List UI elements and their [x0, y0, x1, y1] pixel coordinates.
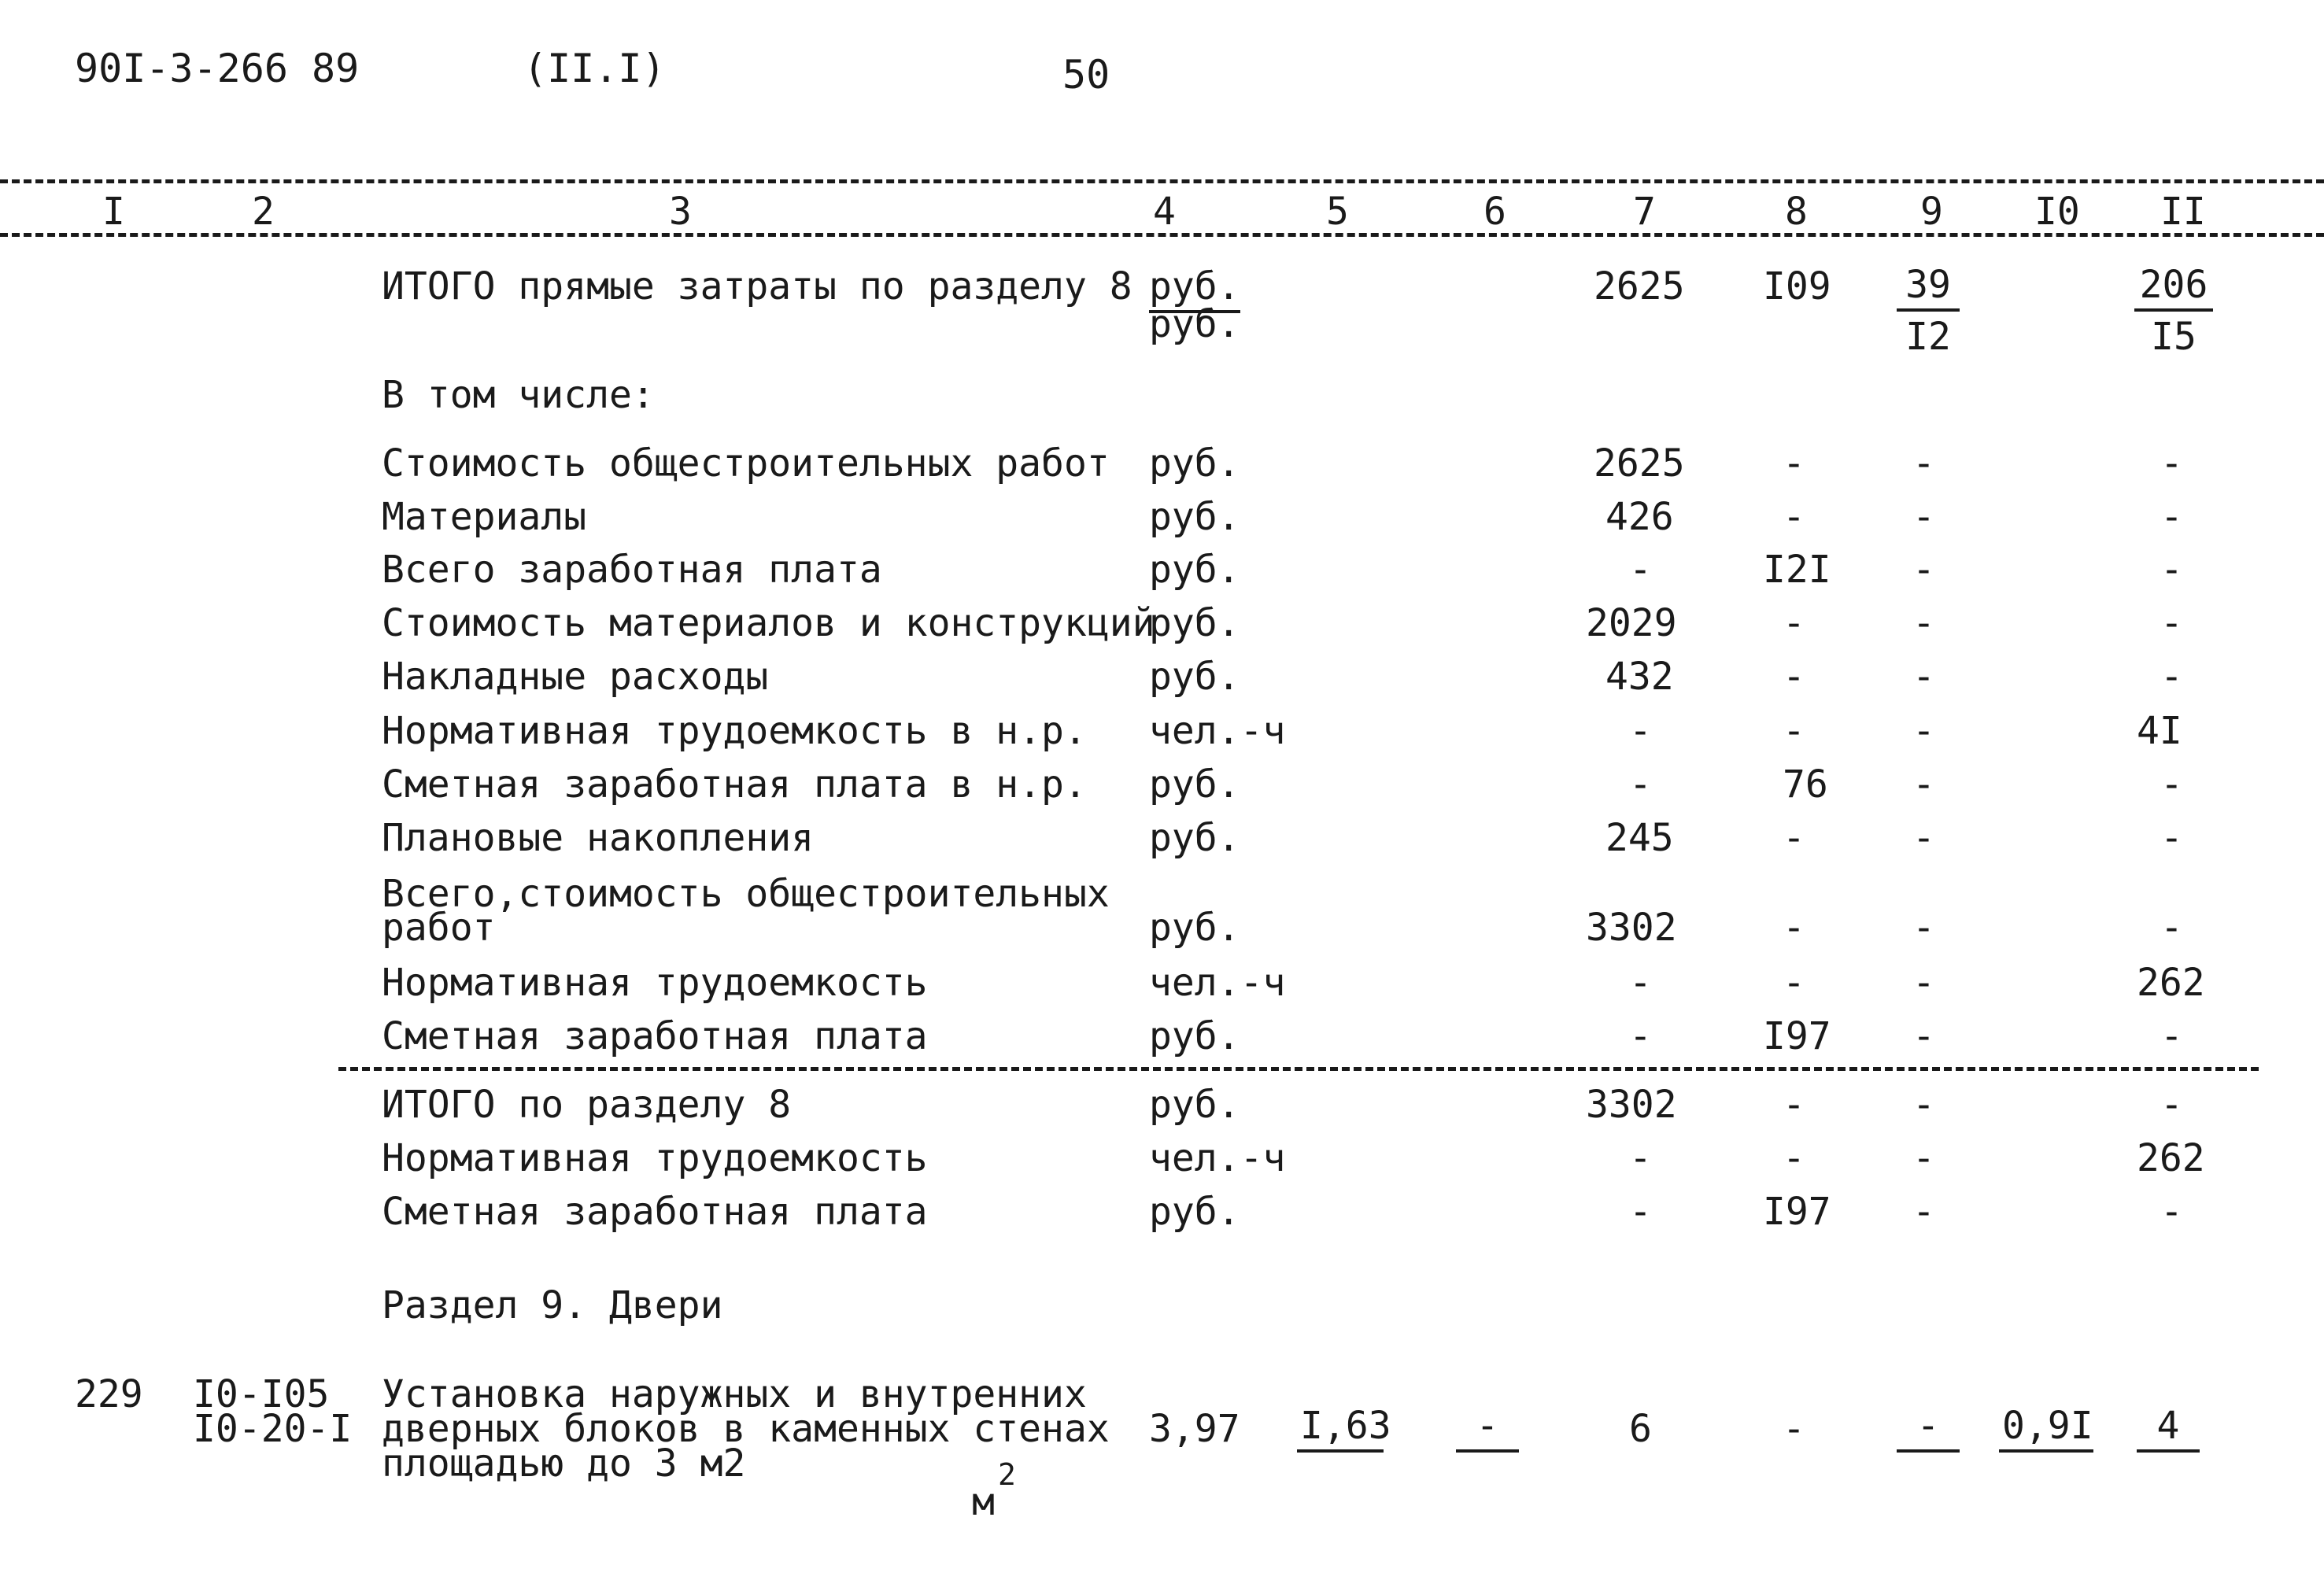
row-name: Накладные расходы [382, 655, 769, 699]
row-col9: - [1912, 1136, 1935, 1180]
row-name: Плановые накопления [382, 816, 815, 860]
row-col9: - [1912, 1190, 1935, 1234]
item-col11-value: 4 [2137, 1407, 2200, 1453]
row-col8: 76 [1783, 762, 1828, 807]
row-col11: - [2160, 441, 2183, 485]
row-unit: руб. [1149, 1190, 1240, 1234]
row-unit: руб. [1149, 906, 1240, 950]
row-col11: - [2160, 495, 2183, 539]
row-col7: 432 [1605, 655, 1674, 699]
row-name: Сметная заработная плата [382, 1014, 928, 1058]
row-col11: - [2160, 548, 2183, 592]
row-unit: руб. [1149, 441, 1240, 485]
row-col7: 2625 [1594, 441, 1685, 485]
column-header-6: 6 [1483, 190, 1506, 234]
summary-col7: 2625 [1594, 264, 1685, 308]
summary-col9-denominator: I2 [1905, 315, 1951, 359]
row-col9: - [1912, 906, 1935, 950]
row-col7: - [1629, 1190, 1652, 1234]
row-col9: - [1912, 1014, 1935, 1058]
item-col5-value: I,63 [1297, 1407, 1384, 1453]
row-col8: - [1783, 1136, 1805, 1180]
row-name: ИТОГО по разделу 8 [382, 1083, 792, 1127]
row-unit: чел.-ч [1149, 709, 1286, 753]
row-name: Нормативная трудоемкость [382, 961, 928, 1005]
row-unit: чел.-ч [1149, 1136, 1286, 1180]
item-col9-fraction [1897, 1404, 1960, 1482]
column-header-3: 3 [669, 190, 692, 234]
row-col7: 3302 [1586, 1083, 1677, 1127]
row-col11: - [2160, 1014, 2183, 1058]
item-description-line3: площадью до 3 м2 [382, 1442, 746, 1486]
row-col9: - [1912, 655, 1935, 699]
row-col7: - [1629, 1014, 1652, 1058]
item-col11-fraction [2137, 1404, 2200, 1482]
row-name-line1: Всего,стоимость общестроительных [382, 872, 1110, 916]
column-header-7: 7 [1633, 190, 1656, 234]
column-header-11: II [2160, 190, 2206, 234]
summary-col9-numerator: 39 [1897, 266, 1960, 312]
row-unit: руб. [1149, 495, 1240, 539]
row-col7: - [1629, 709, 1652, 753]
row-col7: - [1629, 548, 1652, 592]
row-col8: - [1783, 655, 1805, 699]
row-col11: - [2160, 655, 2183, 699]
row-name: Стоимость общестроительных работ [382, 441, 1110, 485]
row-col8: - [1783, 961, 1805, 1005]
row-col9: - [1912, 1083, 1935, 1127]
row-col7: - [1629, 961, 1652, 1005]
item-col10-value: 0,9I [1999, 1407, 2093, 1453]
row-name-line2: работ [382, 906, 496, 950]
summary-unit [1149, 264, 1240, 308]
row-unit: руб. [1149, 601, 1240, 645]
header-top-rule [0, 179, 2324, 183]
column-header-1: I [102, 190, 125, 234]
row-col8: I97 [1763, 1014, 1831, 1058]
column-header-4: 4 [1153, 190, 1176, 234]
row-col8: - [1783, 709, 1805, 753]
row-name: Нормативная трудоемкость в н.р. [382, 709, 1087, 753]
summary-unit-numerator: руб. [1149, 264, 1240, 313]
item-code-2: I0-20-I [193, 1407, 353, 1451]
item-description-line2: дверных блоков в каменных стенах [382, 1407, 1110, 1451]
row-col8: - [1783, 906, 1805, 950]
section-number: (II.I) [523, 46, 666, 91]
row-col7: 426 [1605, 495, 1674, 539]
column-header-9: 9 [1920, 190, 1943, 234]
row-col9: - [1912, 495, 1935, 539]
summary-col9-fraction [1897, 263, 1960, 359]
row-col8: - [1783, 601, 1805, 645]
summary-col11-denominator: I5 [2151, 315, 2197, 359]
row-col9: - [1912, 548, 1935, 592]
column-header-10: I0 [2034, 190, 2080, 234]
item-description-line1: Установка наружных и внутренних [382, 1372, 1087, 1416]
row-col9: - [1912, 441, 1935, 485]
row-unit: руб. [1149, 1083, 1240, 1127]
column-header-5: 5 [1326, 190, 1349, 234]
row-col9: - [1912, 961, 1935, 1005]
section-divider [338, 1067, 2259, 1071]
item-col5-fraction [1297, 1404, 1391, 1482]
item-unit: м [972, 1480, 995, 1524]
row-name: Сметная заработная плата в н.р. [382, 762, 1087, 807]
summary-col11-numerator: 206 [2134, 266, 2213, 312]
including-label: В том числе: [382, 373, 655, 417]
item-unit-superscript: 2 [998, 1457, 1016, 1492]
row-col11: - [2160, 816, 2183, 860]
item-col8: - [1783, 1407, 1805, 1451]
row-col7: 245 [1605, 816, 1674, 860]
row-col8: - [1783, 495, 1805, 539]
item-number: 229 [75, 1372, 143, 1416]
row-name: Материалы [382, 495, 587, 539]
item-col6-value: - [1456, 1407, 1519, 1453]
item-col4: 3,97 [1149, 1407, 1240, 1451]
row-col8: - [1783, 1083, 1805, 1127]
row-col11: - [2160, 762, 2183, 807]
page-number: 50 [1062, 52, 1110, 98]
row-col8: - [1783, 816, 1805, 860]
document-code: 90I-3-266 89 [75, 46, 360, 91]
row-col8: I97 [1763, 1190, 1831, 1234]
row-col11: - [2160, 601, 2183, 645]
row-col7: 2029 [1586, 601, 1677, 645]
row-unit: руб. [1149, 1014, 1240, 1058]
row-name: Всего заработная плата [382, 548, 882, 592]
row-col8: I2I [1763, 548, 1831, 592]
row-col11: - [2160, 1083, 2183, 1127]
summary-col8: I09 [1763, 264, 1831, 308]
row-name: Сметная заработная плата [382, 1190, 928, 1234]
row-col9: - [1912, 816, 1935, 860]
row-col11: - [2160, 906, 2183, 950]
column-header-2: 2 [252, 190, 275, 234]
row-unit: руб. [1149, 816, 1240, 860]
column-header-8: 8 [1785, 190, 1808, 234]
row-col11: - [2160, 1190, 2183, 1234]
summary-col11-fraction [2134, 263, 2213, 359]
row-col7: - [1629, 762, 1652, 807]
row-col9: - [1912, 709, 1935, 753]
row-unit: руб. [1149, 762, 1240, 807]
item-col7: 6 [1629, 1407, 1652, 1451]
summary-title: ИТОГО прямые затраты по разделу 8 [382, 264, 1132, 308]
row-name: Стоимость материалов и конструкций [382, 601, 1155, 645]
row-col11: 4I [2137, 709, 2182, 753]
item-col10-fraction [1999, 1404, 2093, 1482]
row-col11: 262 [2137, 1136, 2205, 1180]
row-col8: - [1783, 441, 1805, 485]
row-name: Нормативная трудоемкость [382, 1136, 928, 1180]
row-col7: - [1629, 1136, 1652, 1180]
item-col9-value: - [1897, 1407, 1960, 1453]
row-unit: руб. [1149, 548, 1240, 592]
item-col6-fraction [1456, 1404, 1519, 1482]
row-unit: чел.-ч [1149, 961, 1286, 1005]
row-col9: - [1912, 762, 1935, 807]
row-unit: руб. [1149, 655, 1240, 699]
summary-unit-denominator: руб. [1149, 302, 1240, 346]
row-col11: 262 [2137, 961, 2205, 1005]
section-heading: Раздел 9. Двери [382, 1283, 723, 1327]
item-code-1: I0-I05 [193, 1372, 330, 1416]
row-col7: 3302 [1586, 906, 1677, 950]
row-col9: - [1912, 601, 1935, 645]
